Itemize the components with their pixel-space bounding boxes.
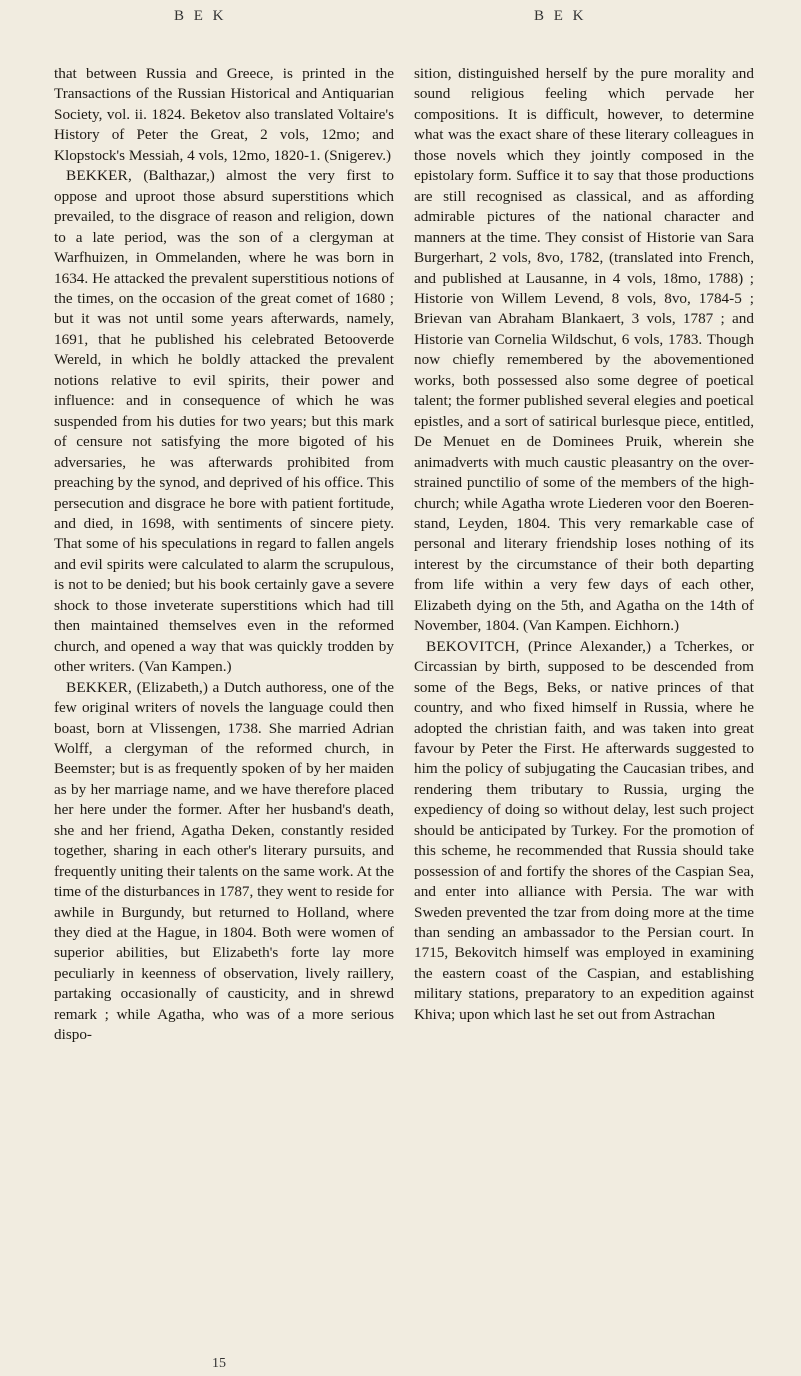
right-column [414, 64, 754, 1025]
entry-headword: BEKKER, [66, 167, 132, 185]
entry-paragraph [414, 64, 754, 637]
entry-paragraph [54, 166, 394, 677]
entry-text: (Elizabeth,) a Dutch authoress, one of the few original writers of novels the language could then boast, born at Vlissengen, 1738. She married Adrian Wolff, a clergyman of the reformed church, in Beemster; but is as frequently spoken of by her maiden as by her marriage name, and we have therefore placed her here under the former. After her husband's death, she and her friend, Agatha Deken, constantly resided together, sharing in each other's literary pursuits, and frequently uniting their talents on the same work. At the time of the disturbances in 1787, they went to reside for awhile in Burgundy, but returned to Holland, where they died at the Hague, in 1804. Both were women of superior abilities, but Elizabeth's forte lay more peculiarly in keenness of observation, lively raillery, partaking occasionally of causticity, and in shrewd remark ; while Agatha, who was of a more serious dispo- [54, 678, 394, 1044]
entry-paragraph [54, 64, 394, 166]
entry-headword: BEKKER, [66, 678, 132, 696]
running-head-left: B E K [174, 8, 227, 24]
running-head-right: B E K [534, 8, 587, 24]
entry-text: (Prince Alexander,) a Tcherkes, or Circassian by birth, supposed to be descended from some of the Begs, Beks, or native princes of that country, and who fixed himself in Russia, where he adopted the christian faith, and was taken into great favour by Peter the First. He afterwards suggested to him the policy of subjugating the Caucasian tribes, and rendering them tributary to Russia, urging the expediency of doing so without delay, lest such project should be anticipated by Turkey. For the promotion of this scheme, he recommended that Russia should take possession of and fortify the shores of the Caspian Sea, and enter into alliance with Persia. The war with Sweden prevented the tzar from doing more at the time than sending an ambassador to the Persian court. In 1715, Bekovitch himself was employed in examining the eastern coast of the Caspian, and establishing military stations, preparatory to an expedition against Khiva; upon which last he set out from Astrachan [414, 637, 754, 1023]
page-number: 15 [212, 1356, 226, 1371]
entry-text: that between Russia and Greece, is printed in the Transactions of the Russian Historical and Antiquarian Society, vol. ii. 1824. Beketov also translated Voltaire's History of Peter the Great, 2 vols, 12mo; and Klopstock's Messiah, 4 vols, 12mo, 1820-1. (Snigerev.) [54, 65, 394, 164]
entry-text: sition, distinguished herself by the pure morality and sound religious feeling which pervade her compositions. It is difficult, however, to determine what was the exact share of these literary colleagues in those novels which they jointly composed in the epistolary form. Suffice it to say that those productions are still recognised as classical, and as affording admirable pictures of the national character and manners at the time. They consist of Historie van Sara Burgerhart, 2 vols, 8vo, 1782, (translated into French, and published at Lausanne, in 4 vols, 18mo, 1788) ; Historie von Willem Levend, 8 vols, 8vo, 1784-5 ; Brievan van Abraham Blankaert, 3 vols, 1787 ; and Historie van Cornelia Wildschut, 6 vols, 1783. Though now chiefly remembered by the abovementioned works, both possessed also some degree of poetical talent; the former published several elegies and poetical epistles, and a sort of satirical burlesque piece, entitled, De Menuet en de Dominees Pruik, wherein she animadverts with much caustic pleasantry on the over-strained punctilio of some of the members of the high-church; while Agatha wrote Liederen voor den Boeren-stand, Leyden, 1804. This very remarkable case of personal and literary friendship loses nothing of its interest by the circumstance of their both departing from life within a very few days of each other, Elizabeth dying on the 5th, and Agatha on the 14th of November, 1804. (Van Kampen. Eichhorn.) [414, 65, 754, 635]
entry-headword: BEKOVITCH, [426, 637, 520, 655]
entry-paragraph [54, 678, 394, 1046]
entry-paragraph [414, 637, 754, 1026]
left-column [54, 64, 394, 1046]
entry-text: (Balthazar,) almost the very first to oppose and uproot those absurd superstitions which prevailed, to the disgrace of reason and religion, down to a late period, was the son of a clergyman at Warfhuizen, in Ommelanden, where he was born in 1634. He attacked the prevalent superstitious notions of the times, on the occasion of the great comet of 1680 ; but it was not until some years afterwards, namely, 1691, that he published his celebrated Betooverde Wereld, in which he boldly attacked the prevalent notions relative to evil spirits, their power and influence: and in consequence of which he was suspended from his duties for two years; but this mark of censure not satisfying the more bigoted of his adversaries, he was afterwards prohibited from preaching by the synod, and deprived of his office. This persecution and disgrace he bore with patient fortitude, and died, in 1698, with sentiments of sincere piety. That some of his speculations in regard to fallen angels and evil spirits were calculated to alarm the scrupulous, is not to be denied; but his book certainly gave a severe shock to those inveterate superstitions which had till then maintained themselves even in the reformed church, and opened a way that was quickly trodden by other writers. (Van Kampen.) [54, 167, 394, 676]
